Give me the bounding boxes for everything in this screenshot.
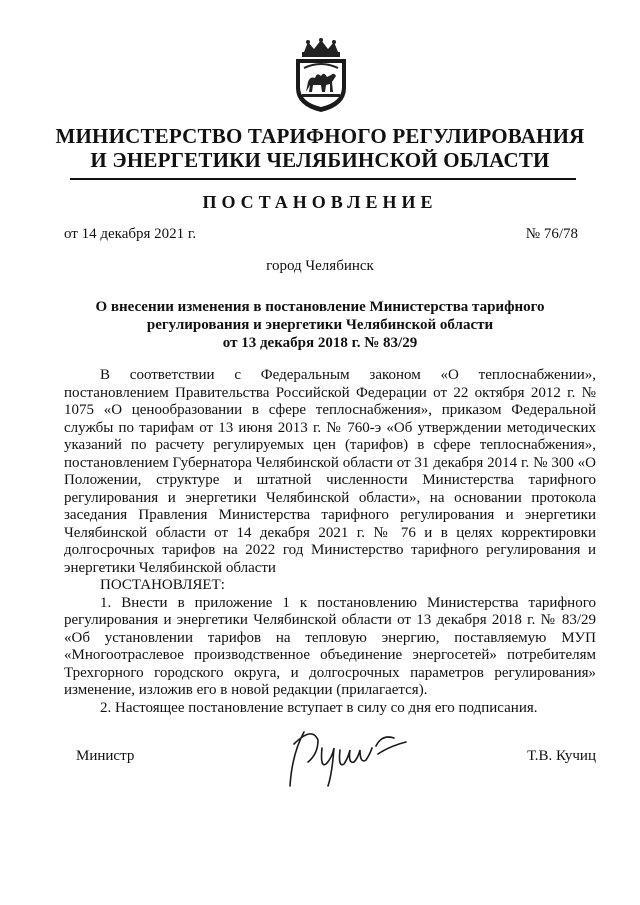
document-city: город Челябинск <box>266 258 374 274</box>
coat-of-arms-icon <box>290 38 352 114</box>
header-divider <box>70 178 576 180</box>
item-1-paragraph: 1. Внести в приложение 1 к постановлению Министерства тарифного регулирования и энергетики Челябинской области от 13 декабря 2018 г. № 83/29 «Об установлении тарифов на тепловую энергию, поставляемую МУП «Многоотраслевое производственное объединение энергосетей» потребителям Трехгорного городского округа, и долгосрочных параметров регулирования» изменение, изложив его в новой редакции (прилагается). <box>64 594 596 698</box>
handwritten-signature <box>282 724 422 794</box>
subject-line: регулирования и энергетики Челябинской области <box>146 317 494 333</box>
ministry-name-line2: И ЭНЕРГЕТИКИ ЧЕЛЯБИНСКОЙ ОБЛАСТИ <box>90 148 550 172</box>
document-type-title: ПОСТАНОВЛЕНИЕ <box>202 192 438 212</box>
signatory-name: Т.В. Кучиц <box>527 748 596 764</box>
document-subject <box>70 298 570 352</box>
resolves-keyword: ПОСТАНОВЛЯЕТ: <box>100 577 225 593</box>
document-body <box>64 367 596 717</box>
item-2-paragraph: 2. Настоящее постановление вступает в силу со дня его подписания. <box>100 699 538 716</box>
signatory-position: Министр <box>76 748 135 764</box>
subject-line: от 13 декабря 2018 г. № 83/29 <box>222 335 418 351</box>
subject-line: О внесении изменения в постановление Министерства тарифного <box>95 299 545 315</box>
ministry-name-line1: МИНИСТЕРСТВО ТАРИФНОГО РЕГУЛИРОВАНИЯ <box>55 124 585 148</box>
preamble-paragraph: В соответствии с Федеральным законом «О теплоснабжении», постановлением Правительства Российской Федерации от 22 октября 2012 г. № 1075 «О ценообразовании в сфере теплоснабжения», приказом Федеральной службы по тарифам от 13 июня 2013 г. № 760-э «Об утверждении методических указаний по расчету регулируемых цен (тарифов) в сфере теплоснабжения», постановлением Губернатора Челябинской области от 31 декабря 2014 г. № 300 «О Положении, структуре и штатной численности Министерства тарифного регулирования и энергетики Челябинской области», на основании протокола заседания Правления Министерства тарифного регулирования и энергетики Челябинской области от 14 декабря 2021 г. № 76 и в целях корректировки долгосрочных тарифов на 2022 год Министерство тарифного регулирования и энергетики Челябинской области <box>64 367 596 576</box>
document-number: № 76/78 <box>525 226 578 242</box>
document-date: от 14 декабря 2021 г. <box>64 226 197 242</box>
